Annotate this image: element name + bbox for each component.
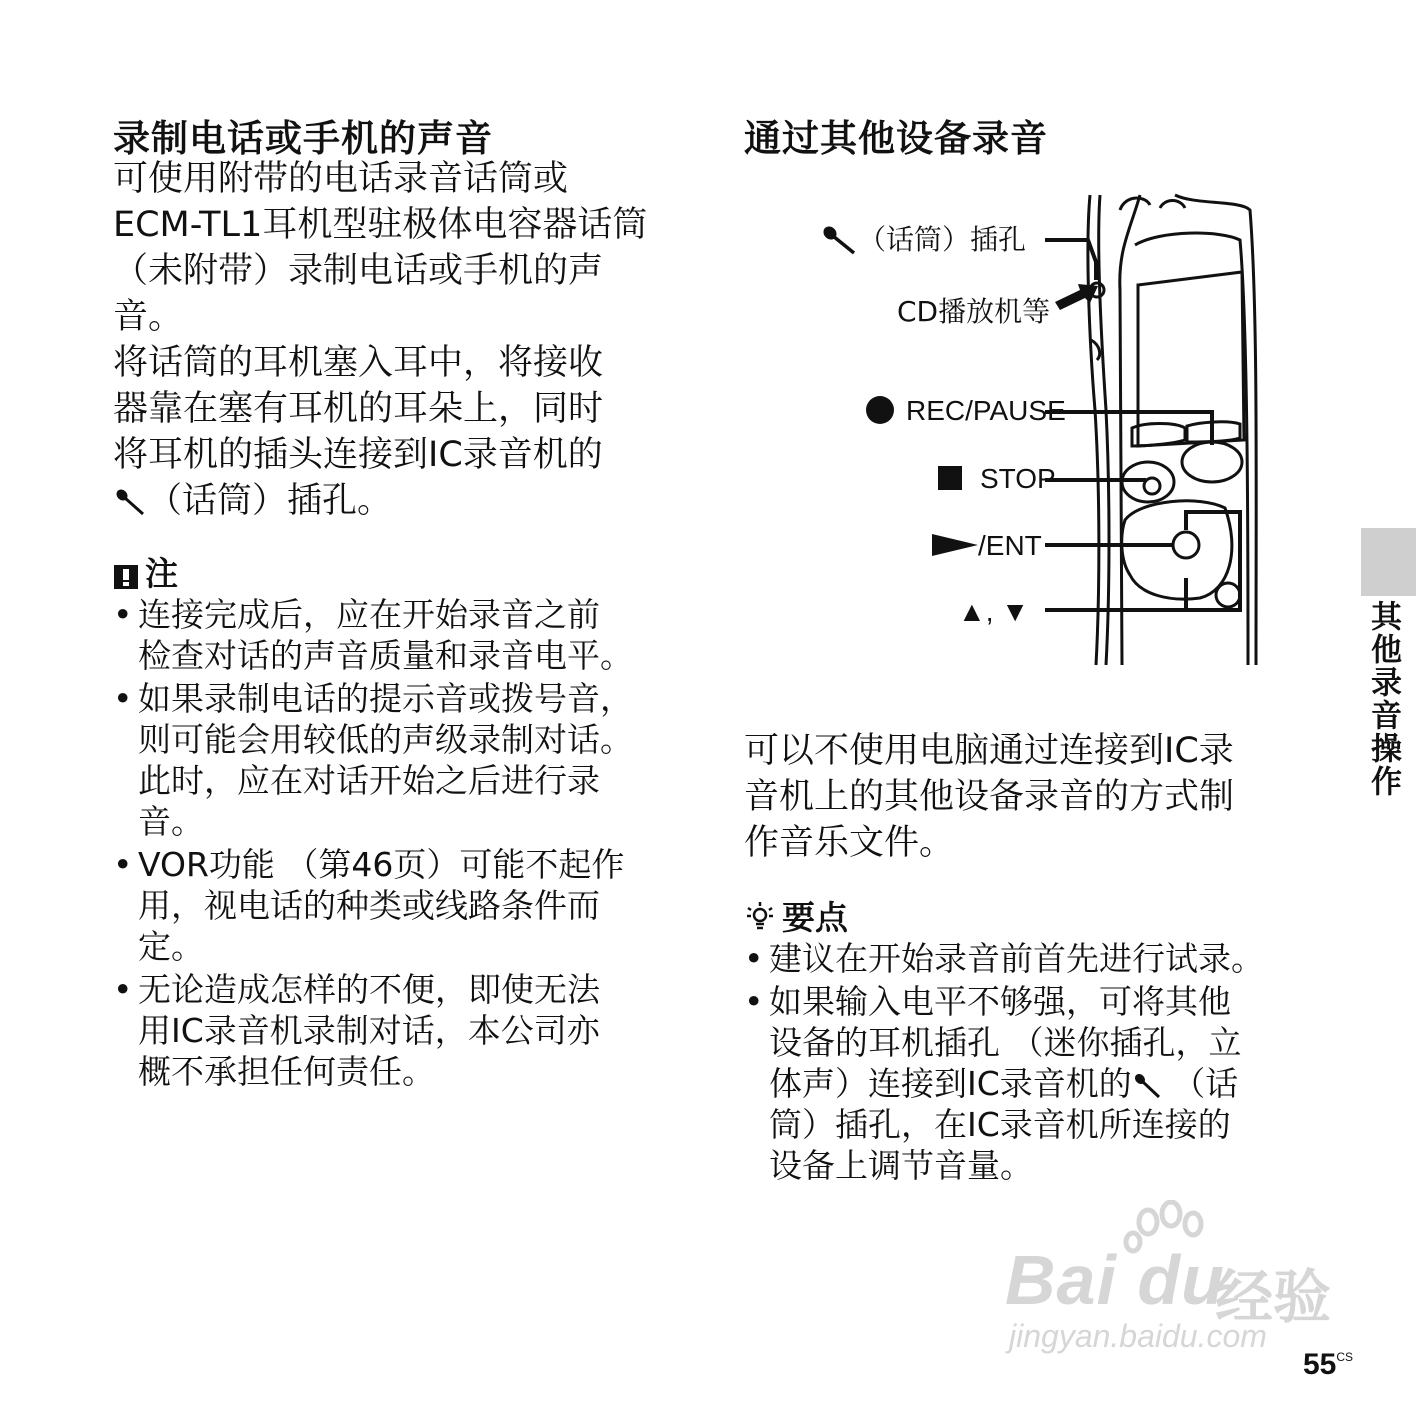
right-paragraph: 可以不使用电脑通过连接到IC录 音机上的其他设备录音的方式制 作音乐文件。 (744, 731, 1235, 863)
section-tab-marker (1361, 528, 1416, 596)
stop-icon (938, 466, 962, 490)
note-icon (113, 559, 139, 585)
microphone-icon (820, 223, 858, 255)
stop-callout (938, 463, 1056, 495)
note-title: 注 (145, 554, 178, 593)
watermark-brand-cn: 经验 (1215, 1265, 1332, 1330)
note-item: • 无论造成怎样的不便，即使无法 用IC录音机录制对话，本公司亦 概不承担任何责任。 (113, 969, 683, 1092)
stop-label: STOP (980, 463, 1056, 494)
note-heading (113, 548, 178, 595)
microphone-icon (113, 482, 147, 512)
note-item: • 连接完成后，应在开始录音之前 检查对话的声音质量和录音电平。 (113, 594, 683, 676)
left-paragraph-2-end: （话筒）插孔。 (147, 481, 393, 521)
rec-pause-callout (866, 395, 1066, 427)
note-item: • VOR功能 （第46页）可能不起作 用，视电话的种类或线路条件而 定。 (113, 844, 683, 967)
paw-icon (1123, 1200, 1213, 1260)
mic-jack-callout (820, 218, 1026, 258)
page-number-value: 55 (1303, 1348, 1337, 1381)
play-enter-label: /ENT (978, 530, 1042, 561)
note-list (113, 594, 683, 1094)
tip-list (744, 938, 1314, 1188)
section-tab-label: 其他录音操作 (1365, 600, 1401, 798)
watermark-brand: Bai du (1005, 1241, 1225, 1319)
tip-item-text-end: （话 筒）插孔，在IC录音机所连接的 设备上调节音量。 (769, 1064, 1239, 1185)
recorder-illustration (800, 190, 1270, 670)
recorder-diagram (800, 190, 1270, 670)
note-item: • 如果录制电话的提示音或拨号音， 则可能会用较低的声级录制对话。 此时，应在对话开始之后进行录 音。 (113, 678, 683, 842)
watermark (1005, 1200, 1335, 1370)
left-paragraph-2 (113, 340, 693, 524)
tip-title: 要点 (782, 898, 848, 937)
play-enter-callout (932, 530, 1042, 562)
microphone-icon (1132, 1067, 1162, 1095)
watermark-url: jingyan.baidu.com (1009, 1318, 1267, 1354)
page-number (1303, 1348, 1353, 1382)
tip-item (744, 981, 1314, 1186)
page-number-suffix: CS (1336, 1350, 1354, 1364)
lightbulb-icon (744, 900, 776, 932)
mic-jack-label: （话筒）插孔 (858, 223, 1027, 256)
tip-heading (744, 892, 848, 939)
cd-player-label: CD播放机等 (897, 295, 1051, 328)
left-paragraph-1: 可使用附带的电话录音话筒或 ECM-TL1耳机型驻极体电容器话筒 （未附带）录制电话或手机的声 音。 (113, 159, 648, 337)
right-heading: 通过其他设备录音 (744, 117, 1048, 160)
rec-pause-label: REC/PAUSE (906, 395, 1066, 426)
play-icon (932, 532, 978, 558)
record-icon (866, 396, 894, 424)
up-down-label: ▲, ▼ (958, 596, 1029, 627)
tip-item-text: 如果输入电平不够强，可将其他 设备的耳机插孔 （迷你插孔，立 体声）连接到IC录音机的 (769, 982, 1242, 1103)
left-paragraph-2-text: 将话筒的耳机塞入耳中，将接收 器靠在塞有耳机的耳朵上，同时 将耳机的插头连接到IC录音机的 (113, 343, 604, 475)
left-heading: 录制电话或手机的声音 (113, 117, 493, 160)
tip-item: • 建议在开始录音前首先进行试录。 (744, 938, 1314, 979)
